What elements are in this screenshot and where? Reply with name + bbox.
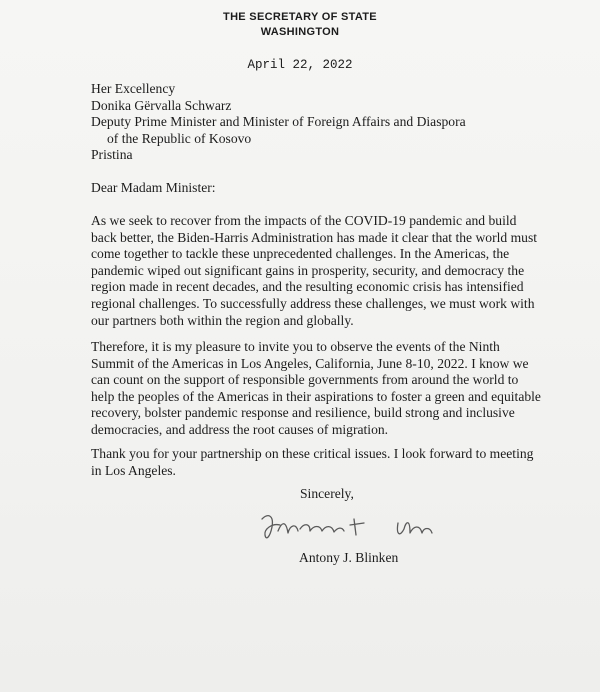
recipient-country: of the Republic of Kosovo: [107, 130, 252, 146]
letterhead-title: THE SECRETARY OF STATE: [223, 11, 377, 23]
body-paragraph-1: As we seek to recover from the impacts of the COVID-19 pandemic and build back better, the Biden-Harris Administration has made it clear that the world must come together to tackle these unprecedented challenges. In the Americas, the pandemic wiped out significant gains in prosperity, security, and democracy the region made in recent decades, and the resulting economic crisis has intensified regional challenges. To successfully address these challenges, we must work with our partners both within the region and globally.: [91, 213, 538, 328]
letter-date: April 22, 2022: [247, 58, 353, 72]
greeting: Dear Madam Minister:: [91, 180, 216, 195]
recipient-city: Pristina: [91, 147, 133, 163]
body-paragraph-3: Thank you for your partnership on these critical issues. I look forward to meeting in Los Angeles.: [91, 446, 534, 478]
body-paragraph-2: Therefore, it is my pleasure to invite you to observe the events of the Ninth Summit of the Americas in Los Angeles, California, June 8-10, 2022. I know we can count on the support of responsible governments from around the world to help the peoples of the Americas in their aspirations to foster a green and equitable recovery, bolster pandemic response and resilience, build strong and inclusive democracies, and address the root causes of migration.: [91, 339, 541, 437]
recipient-name: Donika Gërvalla Schwarz: [91, 97, 232, 113]
handwritten-signature: [258, 505, 448, 555]
recipient-address: [91, 81, 466, 164]
signatory-name: Antony J. Blinken: [299, 550, 399, 565]
recipient-position: Deputy Prime Minister and Minister of Foreign Affairs and Diaspora: [91, 114, 466, 130]
recipient-salutation-title: Her Excellency: [91, 81, 176, 96]
closing: Sincerely,: [300, 486, 354, 501]
letterhead: [0, 9, 600, 39]
letterhead-city: WASHINGTON: [260, 26, 340, 38]
